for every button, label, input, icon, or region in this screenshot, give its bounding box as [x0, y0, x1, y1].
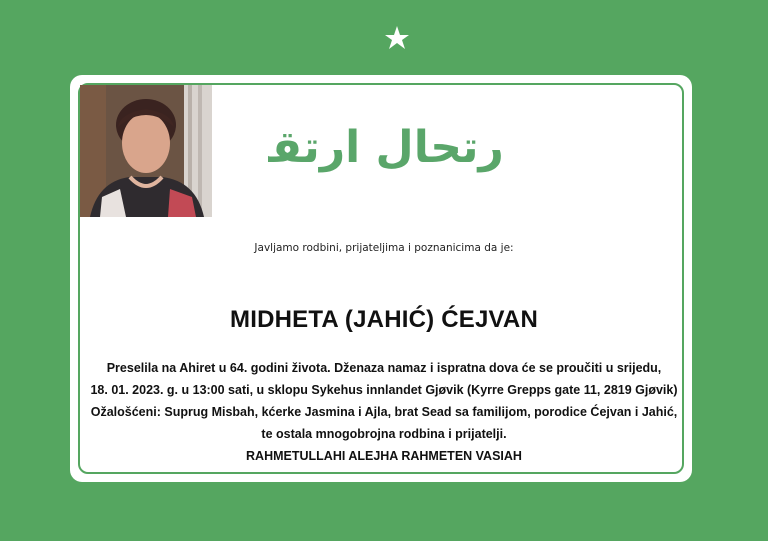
- portrait-photo: [80, 85, 212, 217]
- deceased-name: MIDHETA (JAHIĆ) ĆEJVAN: [230, 306, 538, 333]
- svg-text:ارتحال ارتقا: ارتحال ارتقا: [268, 122, 506, 173]
- calligraphy-image: [268, 104, 506, 188]
- notice-line: Preselila na Ahiret u 64. godini života. Dženaza namaz i ispratna dova će se proučiti u srijedu,: [106, 361, 662, 375]
- notice-body: [90, 357, 678, 467]
- crescent-star-icon: [352, 10, 414, 68]
- notice-line: RAHMETULLAHI ALEJHA RAHMETEN VASIAH: [246, 449, 522, 463]
- notice-line: te ostala mnogobrojna rodbina i prijatelji.: [261, 427, 507, 441]
- notice-line: Ožalošćeni: Suprug Misbah, kćerke Jasmina i Ajla, brat Sead sa familijom, porodice Ćejvan i Jahić,: [90, 405, 678, 419]
- notice-line: 18. 01. 2023. g. u 13:00 sati, u sklopu Sykehus innlandet Gjøvik (Kyrre Grepps gate 11, 2819 Gjøvik): [90, 383, 678, 397]
- intro-text: Javljamo rodbini, prijateljima i poznanicima da je:: [254, 242, 514, 254]
